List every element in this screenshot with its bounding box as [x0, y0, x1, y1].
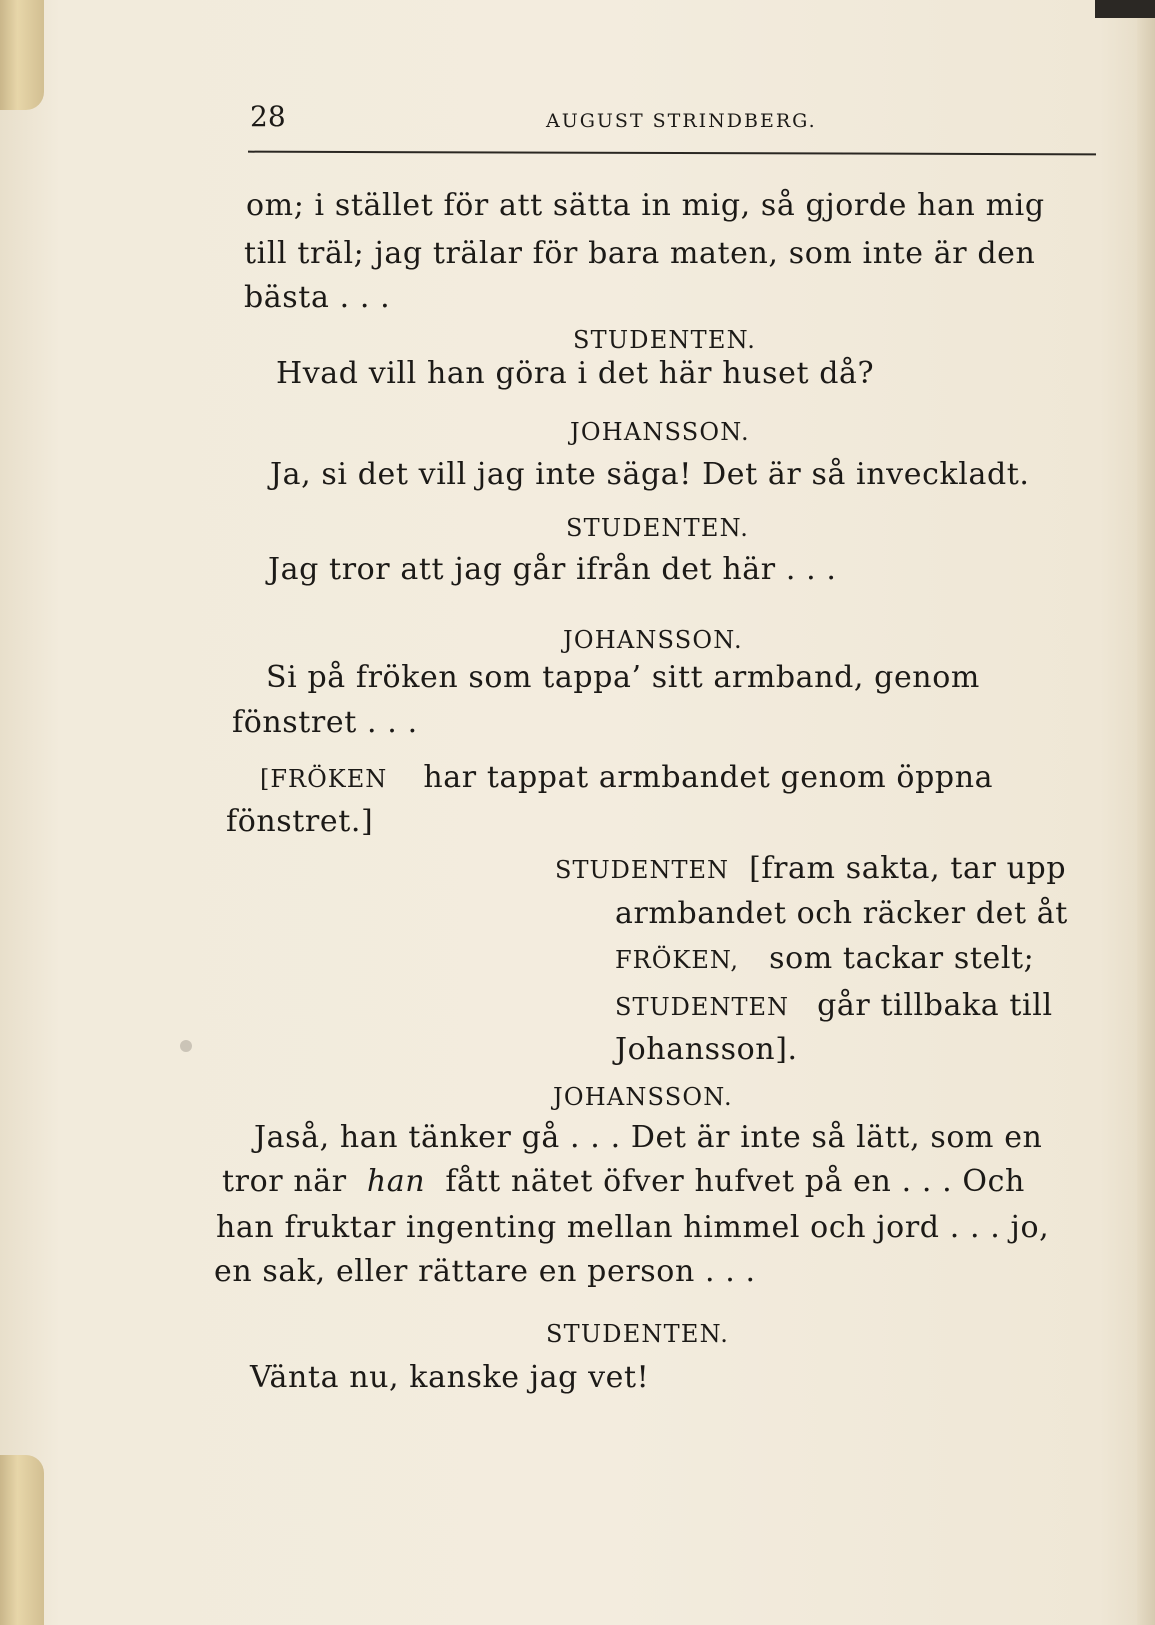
speaker-name: JOHANSSON.: [570, 418, 750, 446]
stage-direction-text: går tillbaka till: [817, 988, 1053, 1023]
text-line: bästa . . .: [244, 280, 391, 315]
stage-direction-text: som tackar stelt;: [769, 941, 1035, 976]
stage-direction-line: armbandet och räcker det åt: [615, 896, 1068, 931]
text-line: fönstret.]: [226, 804, 374, 839]
text-line: om; i stället för att sätta in mig, så gjorde han mig: [246, 188, 1045, 223]
stage-direction-line: [555, 851, 1066, 886]
stage-direction-line: [615, 941, 1034, 976]
text-line: Ja, si det vill jag inte säga! Det är så inveckladt.: [270, 457, 1030, 492]
speaker-name: JOHANSSON.: [563, 626, 743, 654]
text-line: Hvad vill han göra i det här huset då?: [276, 356, 875, 391]
page-corner-shadow: [1095, 0, 1155, 18]
stage-direction-line: [615, 988, 1053, 1023]
character-name: STUDENTEN: [615, 993, 789, 1021]
character-name: [FRÖKEN: [260, 765, 388, 793]
text-line: till träl; jag trälar för bara maten, som inte är den: [244, 236, 1036, 271]
page-header: [250, 100, 1095, 140]
text-line: Vänta nu, kanske jag vet!: [250, 1360, 650, 1395]
text-fragment: fått nätet öfver hufvet på en . . . Och: [445, 1164, 1025, 1199]
page-edge-right: [1137, 0, 1155, 1625]
speaker-name: STUDENTEN.: [546, 1320, 730, 1348]
speaker-name: JOHANSSON.: [553, 1083, 733, 1111]
speaker-name: STUDENTEN: [555, 856, 729, 884]
paper-spot: [180, 1040, 192, 1052]
stage-direction-text: har tappat armbandet genom öppna: [423, 760, 994, 795]
text-fragment: tror när: [222, 1164, 347, 1199]
speaker-name: STUDENTEN.: [573, 326, 757, 354]
page-number: 28: [250, 100, 286, 133]
text-line: Jag tror att jag går ifrån det här . . .: [268, 552, 837, 587]
binding-strip-top: [0, 0, 44, 110]
text-line: en sak, eller rättare en person . . .: [214, 1254, 756, 1289]
header-rule: [248, 151, 1096, 156]
stage-direction-line: [260, 760, 993, 795]
speaker-name: STUDENTEN.: [566, 514, 750, 542]
character-name: FRÖKEN,: [615, 946, 739, 974]
text-line: [222, 1164, 1025, 1199]
text-line: Jaså, han tänker gå . . . Det är inte så lätt, som en: [254, 1120, 1043, 1155]
text-line: Si på fröken som tappa’ sitt armband, genom: [266, 660, 980, 695]
running-head: AUGUST STRINDBERG.: [546, 110, 817, 132]
binding-strip-bottom: [0, 1455, 44, 1625]
emphasis-text: han: [366, 1164, 426, 1199]
text-line: han fruktar ingenting mellan himmel och jord . . . jo,: [216, 1210, 1050, 1245]
text-line: fönstret . . .: [232, 705, 418, 740]
stage-direction-text: [fram sakta, tar upp: [749, 851, 1067, 886]
stage-direction-line: Johansson].: [615, 1032, 798, 1067]
